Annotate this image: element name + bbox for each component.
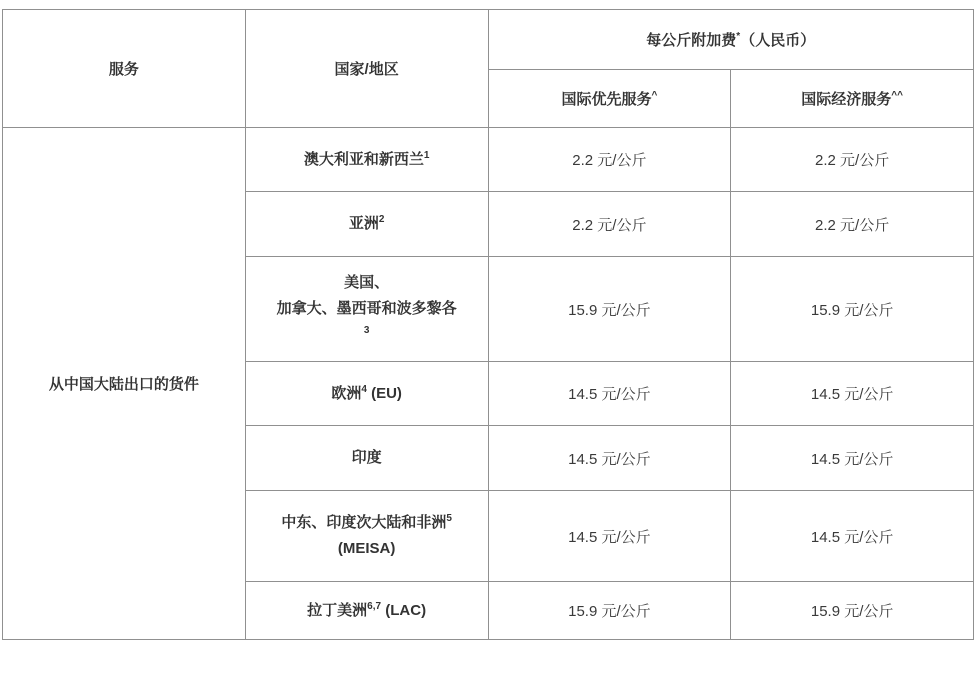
region-text: (MEISA)	[337, 540, 396, 557]
region-footnote-mark: 3	[363, 325, 370, 336]
economy-rate-cell: 14.5 元/公斤	[731, 426, 974, 491]
region-cell	[245, 257, 488, 362]
priority-rate-cell: 2.2 元/公斤	[488, 192, 731, 257]
region-text: 拉丁美洲	[307, 601, 368, 619]
economy-rate-cell: 14.5 元/公斤	[731, 491, 974, 582]
region-footnote-mark: 4	[361, 383, 367, 395]
header-region-cell	[245, 10, 488, 128]
region-cell	[245, 491, 488, 582]
region-cell	[245, 362, 488, 426]
region-text: 印度	[351, 449, 382, 466]
priority-rate-cell: 15.9 元/公斤	[488, 257, 731, 362]
region-line	[252, 147, 482, 173]
economy-rate-cell: 14.5 元/公斤	[731, 362, 974, 426]
region-footnote-mark: 5	[446, 513, 452, 524]
region-line	[252, 445, 482, 471]
economy-rate-cell: 2.2 元/公斤	[731, 192, 974, 257]
region-footnote-mark: 1	[423, 149, 430, 161]
region-line	[252, 510, 482, 536]
region-text: 加拿大、墨西哥和波多黎各	[276, 300, 457, 317]
header-region-label: 国家/地区	[334, 61, 399, 78]
region-text: (EU)	[366, 384, 402, 402]
priority-rate-cell: 15.9 元/公斤	[488, 582, 731, 640]
table-body	[3, 128, 974, 640]
region-text: 欧洲	[331, 384, 362, 402]
economy-footnote-mark: ^^	[891, 90, 903, 101]
region-line	[252, 296, 482, 322]
region-footnote-mark: 6,7	[367, 600, 382, 612]
region-text: (LAC)	[381, 601, 427, 619]
region-text: 中东、印度次大陆和非洲	[281, 514, 447, 531]
header-economy-label: 国际经济服务	[801, 91, 892, 108]
region-line	[252, 598, 482, 624]
header-surcharge-currency: （人民币）	[740, 32, 816, 49]
region-line	[252, 322, 482, 348]
header-economy-cell	[731, 70, 974, 128]
table-header	[3, 10, 974, 128]
region-footnote-mark: 2	[378, 214, 385, 225]
region-text: 澳大利亚和新西兰	[303, 150, 424, 168]
region-cell	[245, 426, 488, 491]
economy-rate-cell: 15.9 元/公斤	[731, 582, 974, 640]
surcharge-footnote-mark: *	[736, 31, 741, 42]
priority-rate-cell: 14.5 元/公斤	[488, 426, 731, 491]
surcharge-table	[2, 9, 974, 640]
priority-rate-cell: 14.5 元/公斤	[488, 491, 731, 582]
header-priority-label: 国际优先服务	[561, 91, 652, 108]
region-cell	[245, 582, 488, 640]
header-surcharge-label: 每公斤附加费	[646, 32, 737, 49]
economy-rate-cell: 2.2 元/公斤	[731, 128, 974, 192]
priority-footnote-mark: ^	[651, 90, 658, 101]
region-line	[252, 381, 482, 407]
region-line	[252, 270, 482, 296]
priority-rate-cell: 2.2 元/公斤	[488, 128, 731, 192]
header-service-label: 服务	[108, 61, 139, 78]
header-priority-cell	[488, 70, 731, 128]
region-line	[252, 536, 482, 562]
header-surcharge-group-cell	[488, 10, 974, 70]
priority-rate-cell: 14.5 元/公斤	[488, 362, 731, 426]
region-line	[252, 211, 482, 237]
header-row-top	[3, 10, 974, 70]
region-cell	[245, 192, 488, 257]
service-group-cell: 从中国大陆出口的货件	[3, 128, 246, 640]
region-text: 亚洲	[348, 215, 379, 232]
region-cell	[245, 128, 488, 192]
region-text: 美国、	[344, 274, 390, 291]
table-row	[3, 128, 974, 192]
header-service-cell	[3, 10, 246, 128]
economy-rate-cell: 15.9 元/公斤	[731, 257, 974, 362]
